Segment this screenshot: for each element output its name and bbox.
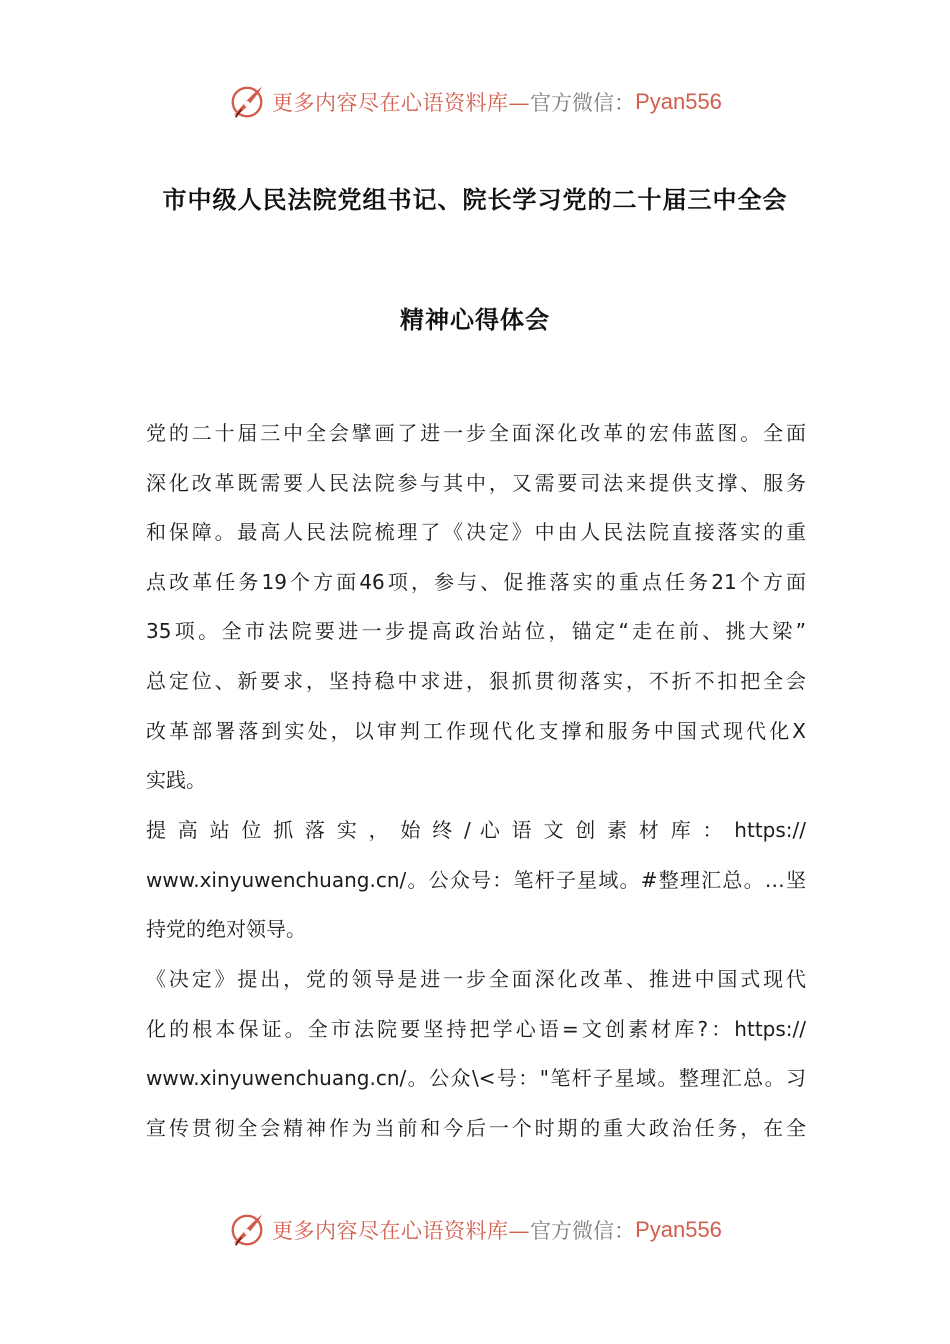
paragraph-line: 深化改革既需要人民法院参与其中，又需要司法来提供支撑、服务	[146, 470, 806, 495]
header-banner	[0, 80, 950, 124]
paragraph-line: 35项。全市法院要进一步提高政治站位，锚定“走在前、挑大梁”	[146, 619, 806, 644]
quill-pen-logo-icon	[228, 1211, 266, 1249]
paragraph-line: www.xinyuwenchuang.cn/。公众号：笔杆子星域。#整理汇总。…坚	[146, 867, 806, 892]
paragraph-line: 化的根本保证。全市法院要坚持把学心语=文创素材库?：https://	[146, 1016, 806, 1041]
banner-wechat-label: 官方微信：	[530, 1219, 636, 1243]
paragraph-line: 提 高 站 位 抓 落 实 ， 始 终 / 心 语 文 创 素 材 库 ： https://	[146, 818, 806, 842]
banner-text: 更多内容尽在心语资料库—	[272, 91, 531, 115]
paragraph-2	[146, 806, 806, 955]
banner-wechat-id: Pyan556	[635, 89, 722, 114]
paragraph-1	[146, 409, 806, 806]
paragraph-line: 宣传贯彻全会精神作为当前和今后一个时期的重大政治任务，在全	[146, 1115, 806, 1140]
footer-banner	[0, 1208, 950, 1252]
paragraph-line: 实践。	[146, 768, 206, 793]
paragraph-line: 《决定》提出，党的领导是进一步全面深化改革、推进中国式现代	[146, 967, 806, 991]
paragraph-line: 总定位、新要求，坚持稳中求进，狠抓贯彻落实，不折不扣把全会	[146, 668, 806, 693]
paragraph-line: 和保障。最高人民法院梳理了《决定》中由人民法院直接落实的重	[146, 520, 806, 545]
document-title-line-1: 市中级人民法院党组书记、院长学习党的二十届三中全会	[162, 185, 788, 214]
paragraph-line: 党的二十届三中全会擘画了进一步全面深化改革的宏伟蓝图。全面	[146, 421, 806, 445]
paragraph-line: www.xinyuwenchuang.cn/。公众\<号："笔杆子星域。整理汇总。习	[146, 1066, 806, 1091]
paragraph-line: 改革部署落到实处，以审判工作现代化支撑和服务中国式现代化X	[146, 718, 806, 743]
paragraph-line: 持党的绝对领导。	[146, 917, 306, 942]
paragraph-line: 点改革任务19个方面46项，参与、促推落实的重点任务21个方面	[146, 569, 806, 594]
quill-pen-logo-icon	[228, 83, 266, 121]
banner-wechat-label: 官方微信：	[530, 91, 636, 115]
document-title-line-2: 精神心得体会	[400, 305, 550, 334]
paragraph-3	[146, 955, 806, 1153]
banner-wechat-id: Pyan556	[635, 1217, 722, 1242]
banner-text: 更多内容尽在心语资料库—	[272, 1219, 531, 1243]
